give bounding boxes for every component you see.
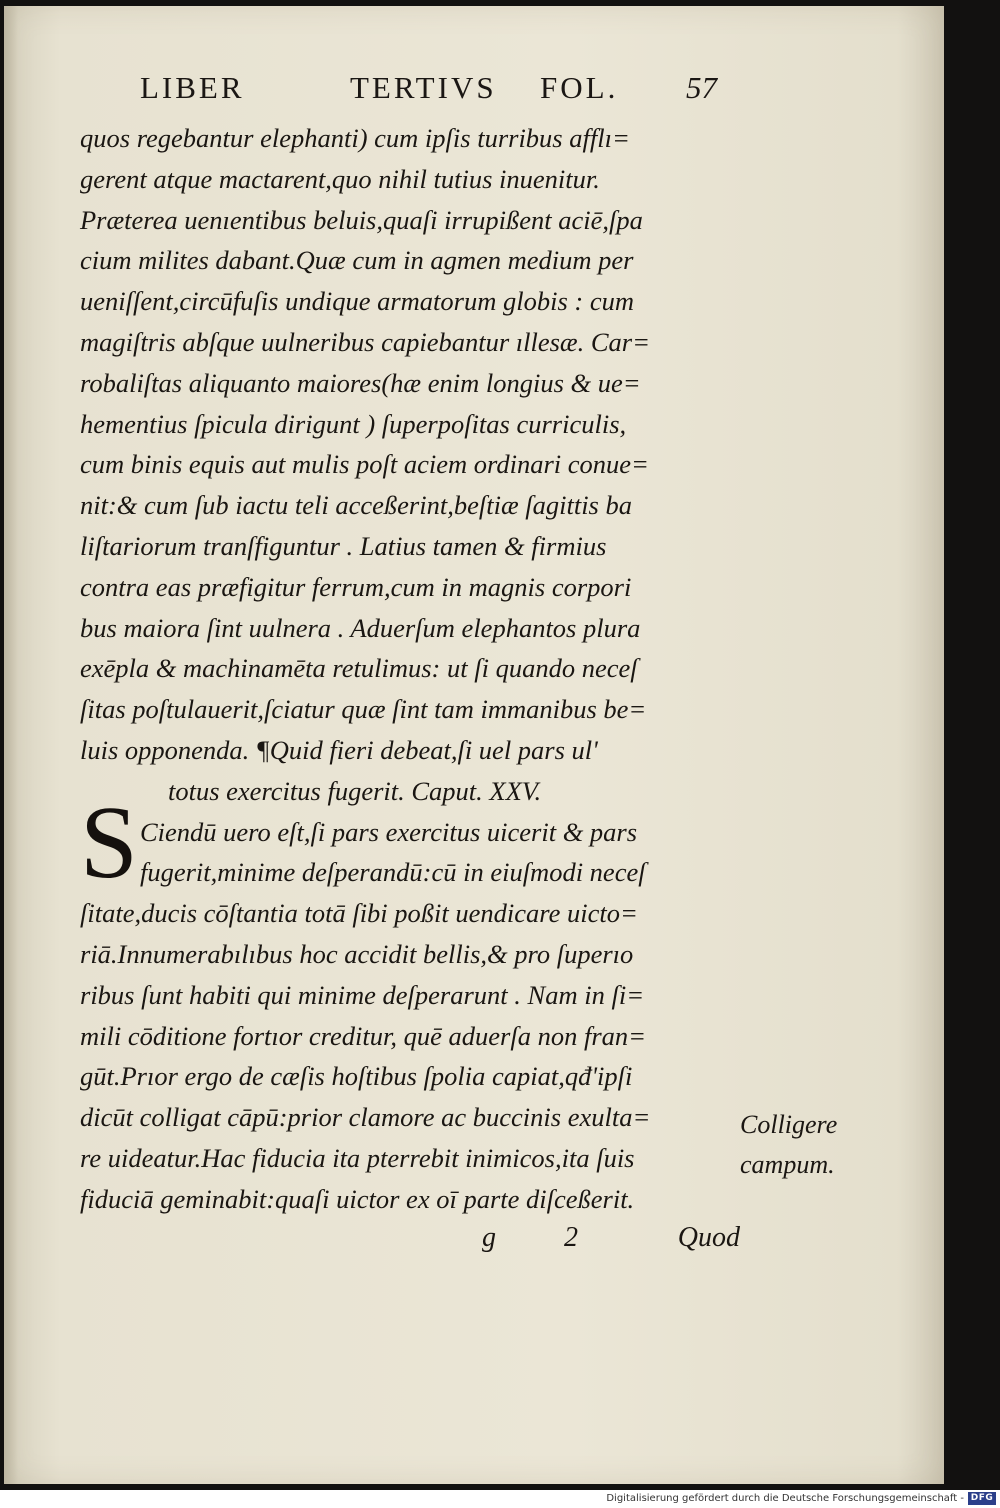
text-line: ſitas poſtulauerit,ſciatur quӕ ſint tam immanibus be= <box>80 694 647 725</box>
main-text <box>80 118 740 1220</box>
running-head-fol: FOL. <box>540 70 619 105</box>
marginal-note <box>740 1105 870 1185</box>
folio-number: 57 <box>686 70 717 105</box>
running-head-tertius: TERTIVS <box>350 70 497 105</box>
text-line: mili cōditione fortıor creditur, quē aduerſa non fran= <box>80 1020 647 1051</box>
text-line: gerent atque mactarent,quo nihil tutius inuenitur. <box>80 163 600 194</box>
text-line: hementius ſpicula dirigunt ) ſuperpoſitas curriculis, <box>80 408 627 439</box>
signature-number: 2 <box>564 1222 578 1253</box>
running-head <box>140 70 740 110</box>
text-line: magiſtris abſque uulneribus capiebantur ıllesӕ. Car= <box>80 326 650 357</box>
text-line: fugerit,minime deſperandū:cū in eiuſmodi neceſ <box>140 857 646 888</box>
text-line: luis opponenda. ¶Quid fieri debeat,ſi uel pars ul' <box>80 734 598 765</box>
text-line: riā.Innumerabılıbus hoc accidit bellis,& pro ſuperıo <box>80 938 634 969</box>
funding-credit: Digitalisierung gefördert durch die Deutsche Forschungsgemeinschaft - <box>606 1493 964 1504</box>
text-line: contra eas prӕfigitur ferrum,cum in magnis corpori <box>80 571 632 602</box>
text-line: quos regebantur elephanti) cum ipſis turribus afflı= <box>80 123 630 153</box>
text-line: Ciendū uero eſt,ſi pars exercitus uicerit & pars <box>140 816 638 847</box>
text-line: bus maiora ſint uulnera . Aduerſum elephantos plura <box>80 612 641 643</box>
text-line: fiduciā geminabit:quaſi uictor ex oī parte diſceßerit. <box>80 1183 635 1214</box>
text-line: re uideatur.Hac fiducia ita pterrebit inimicos,ita ſuis <box>80 1142 635 1173</box>
text-line: cum binis equis aut mulis poſt aciem ordinari conue= <box>80 449 649 480</box>
chapter-heading: totus exercitus fugerit. Caput. XXV. <box>168 775 542 806</box>
text-line: liſtariorum tranſfiguntur . Latius tamen & firmius <box>80 530 607 561</box>
marginal-note-line: Colligere <box>740 1110 838 1139</box>
text-line: Prӕterea uenıentibus beluis,quaſi irrupißent aciē,ſpa <box>80 204 643 235</box>
dfg-logo-icon: DFG <box>968 1492 996 1505</box>
text-line: robaliſtas aliquanto maiores(hӕ enim longius & ue= <box>80 367 641 398</box>
catchline <box>478 1222 740 1262</box>
drop-capital: S <box>80 785 138 900</box>
text-line: ueniſſent,circūfuſis undique armatorum globis : cum <box>80 286 634 317</box>
catchword: Quod <box>677 1222 740 1253</box>
text-line: nit:& cum ſub iactu teli acceßerint,beſtiӕ ſagittis ba <box>80 490 632 521</box>
running-head-liber: LIBER <box>140 70 245 105</box>
text-line: exēpla & machinamēta retulimus: ut ſi quando neceſ <box>80 653 638 684</box>
signature-mark: g <box>482 1222 496 1253</box>
marginal-note-line: campum. <box>740 1150 835 1179</box>
text-line: gūt.Prıor ergo de cӕſis hoſtibus ſpolia capiat,qđ'ipſi <box>80 1061 633 1092</box>
text-line: ſitate,ducis cōſtantia totā ſibi poßit uendicare uicto= <box>80 898 638 929</box>
text-line: dicūt colligat cāpū:prior clamore ac buccinis exulta= <box>80 1102 651 1133</box>
text-line: cium milites dabant.Quӕ cum in agmen medium per <box>80 245 634 276</box>
text-line: ribus ſunt habiti qui minime deſperarunt . Nam in ſi= <box>80 979 645 1010</box>
